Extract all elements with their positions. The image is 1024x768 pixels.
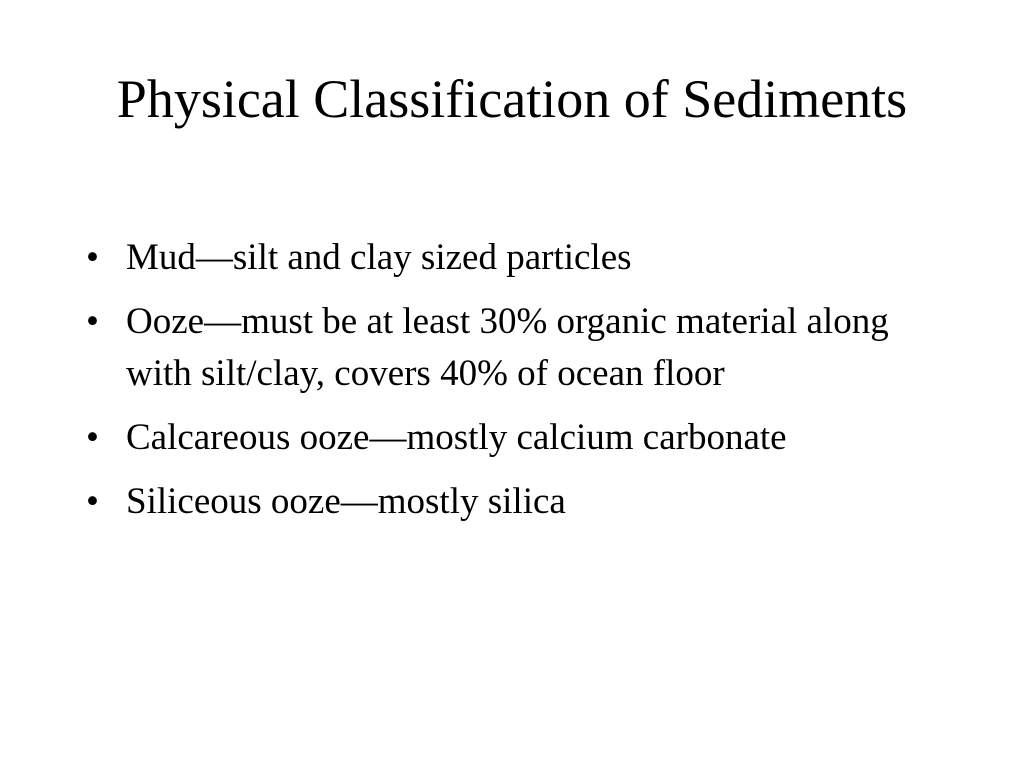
bullet-icon: •: [86, 237, 99, 278]
slide-title: Physical Classification of Sediments: [116, 69, 908, 129]
bullet-text: Calcareous ooze—mostly calcium carbonate: [126, 417, 787, 458]
bullet-list: [86, 232, 946, 540]
bullet-text: Mud—silt and clay sized particles: [126, 237, 632, 278]
bullet-icon: •: [86, 417, 99, 458]
bullet-item-ooze: [86, 296, 946, 400]
bullet-text: Ooze—must be at least 30% organic material along with silt/clay, covers 40% of ocean floor: [126, 301, 889, 394]
bullet-item-calcareous-ooze: [86, 412, 946, 464]
bullet-text: Siliceous ooze—mostly silica: [126, 481, 566, 522]
bullet-item-siliceous-ooze: [86, 476, 946, 528]
bullet-icon: •: [86, 301, 99, 342]
bullet-icon: •: [86, 481, 99, 522]
bullet-item-mud: [86, 232, 946, 284]
